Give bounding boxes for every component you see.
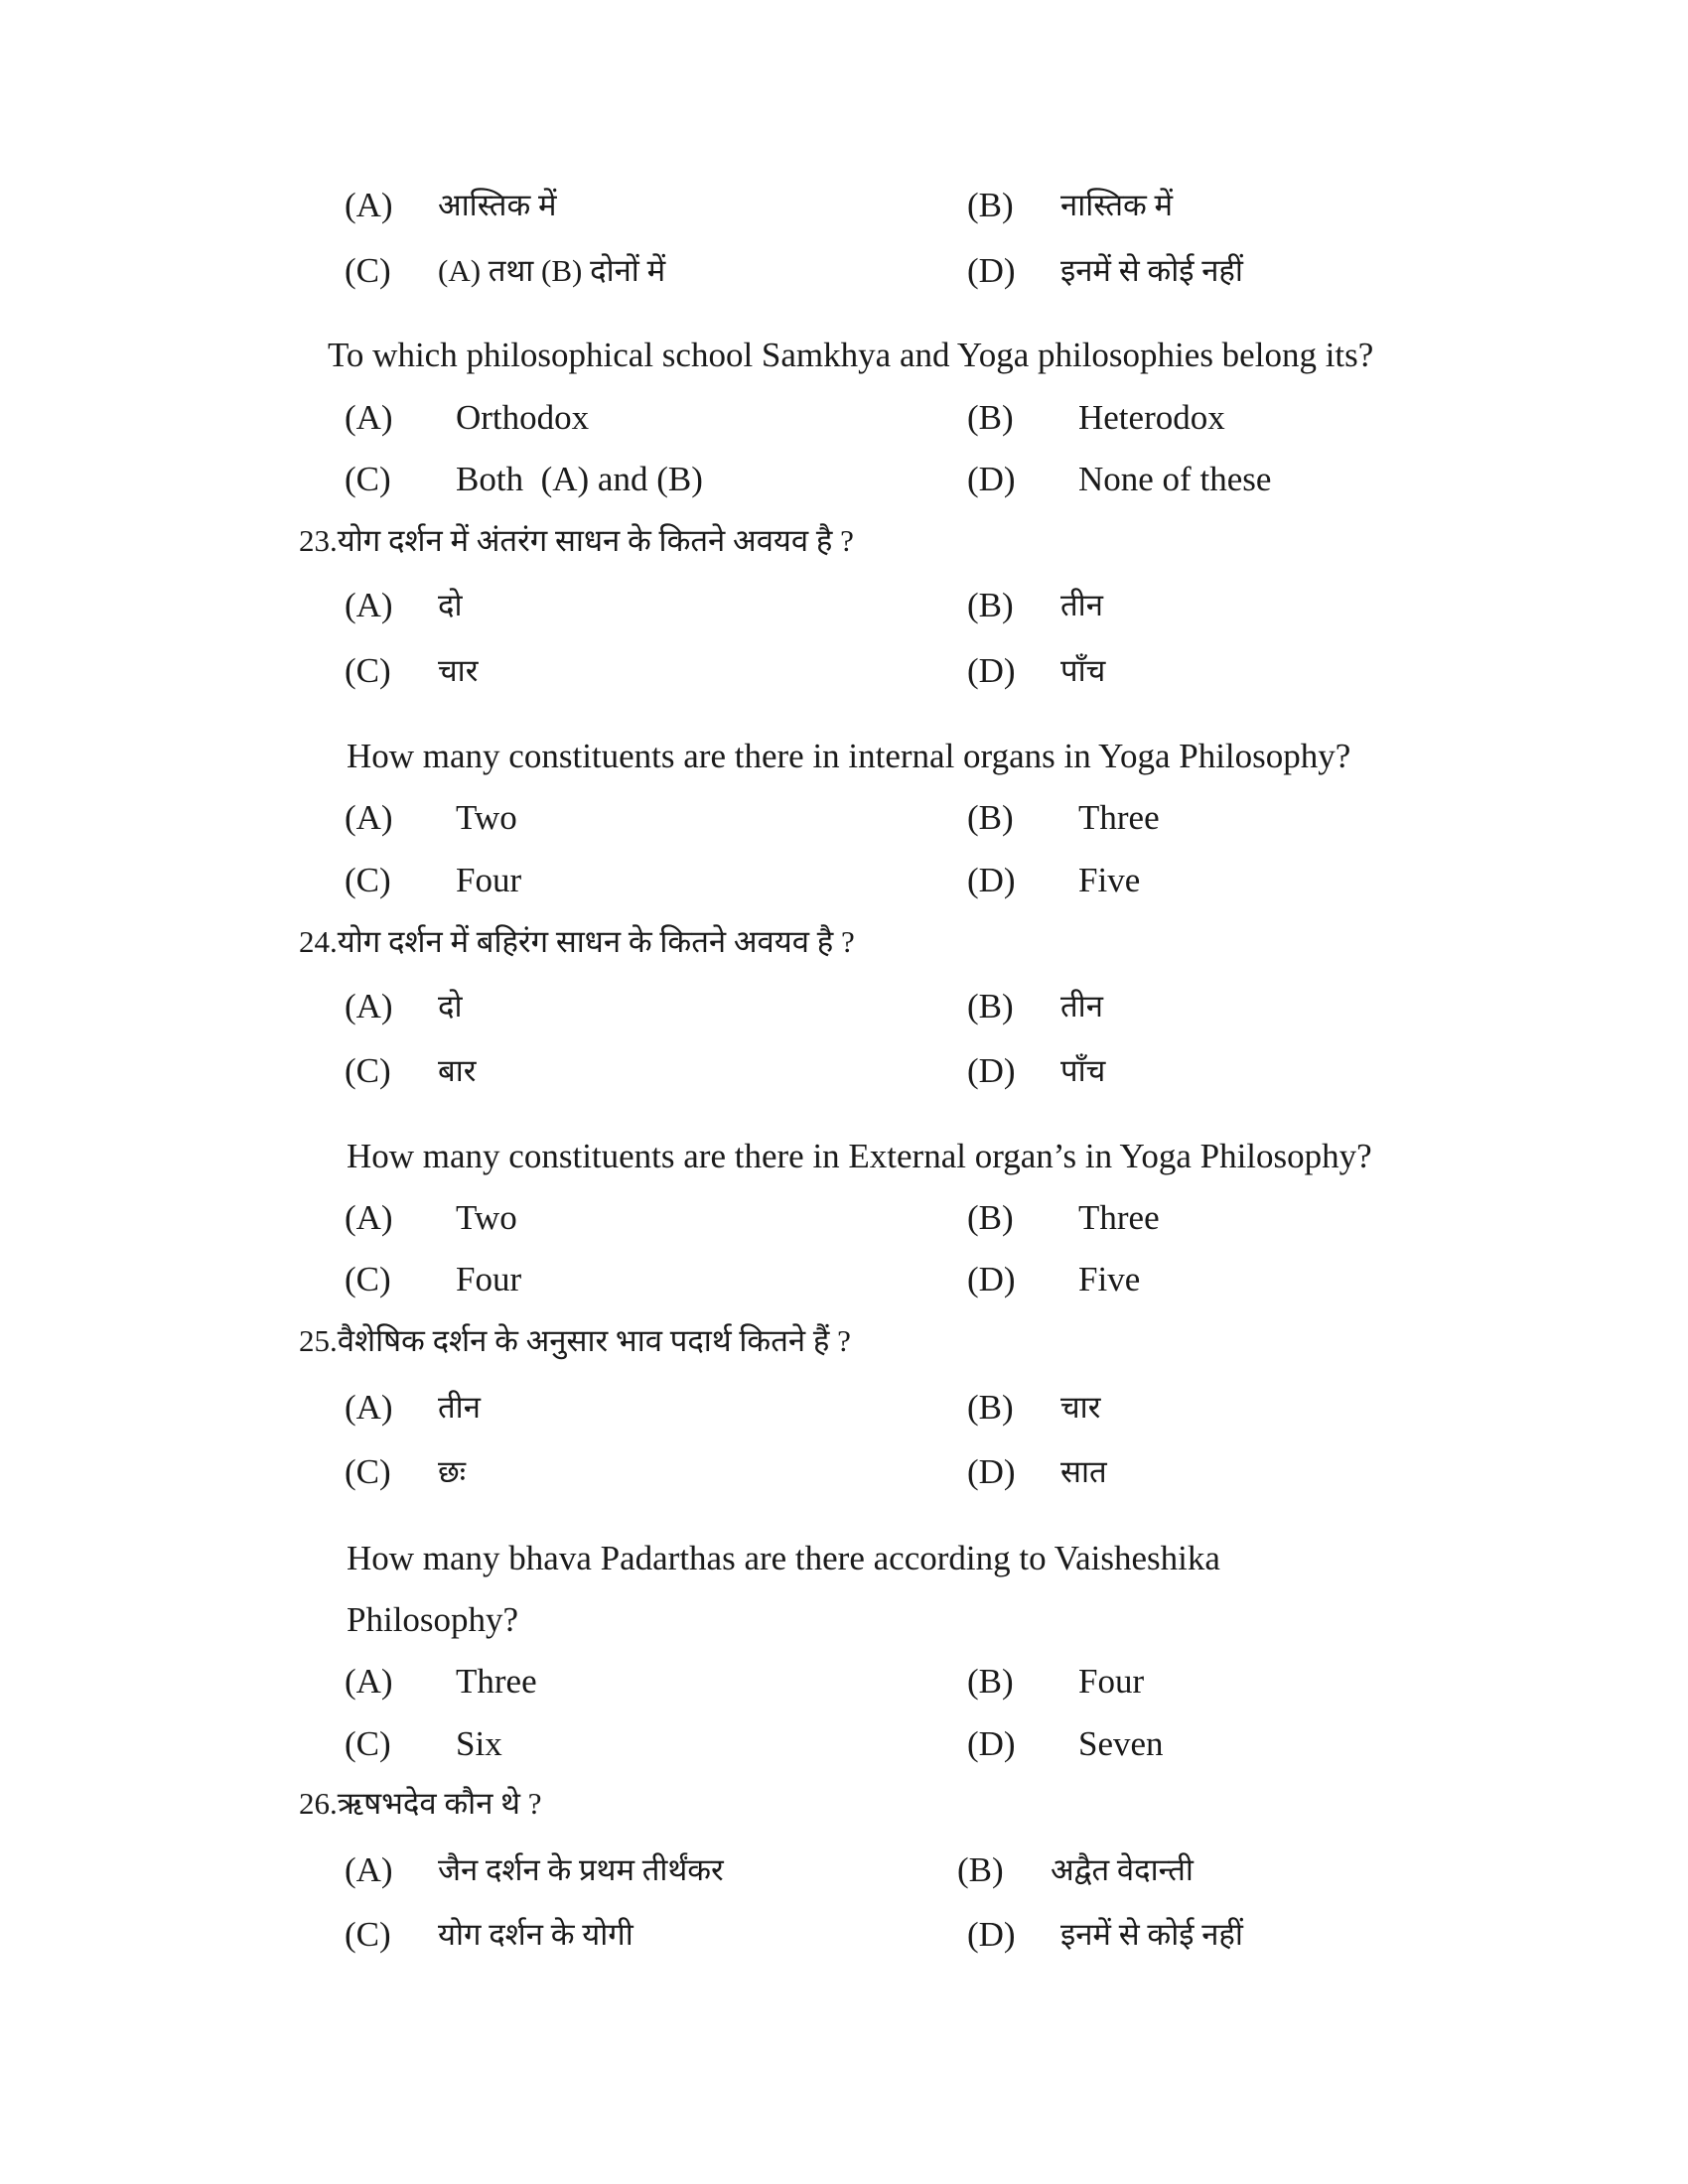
option-label: (D)	[967, 251, 1016, 290]
option-text: Three	[1078, 1198, 1160, 1237]
option-label: (C)	[345, 861, 391, 899]
question-text-line1: How many bhava Padarthas are there according to Vaisheshika	[347, 1539, 1220, 1577]
option-label: (A)	[345, 1198, 393, 1237]
option-text: जैन दर्शन के प्रथम तीर्थंकर	[438, 1852, 724, 1887]
option-text: तीन	[1060, 989, 1103, 1024]
option-label: (A)	[345, 1388, 393, 1427]
option-label: (C)	[345, 460, 391, 498]
question-text: How many constituents are there in External organ’s in Yoga Philosophy?	[347, 1137, 1372, 1175]
option-text: तीन	[438, 1390, 481, 1425]
option-label: (D)	[967, 1260, 1016, 1298]
option-label: (B)	[967, 798, 1014, 837]
option-text: Four	[1078, 1662, 1145, 1701]
option-label: (A)	[345, 586, 393, 624]
option-text: चार	[1060, 1390, 1101, 1425]
option-text: Orthodox	[456, 398, 590, 437]
option-label: (A)	[345, 1662, 393, 1701]
option-text: Both (A) and (B)	[456, 460, 703, 498]
question-text: To which philosophical school Samkhya and Yoga philosophies belong its?	[328, 336, 1374, 374]
option-label: (A)	[345, 398, 393, 437]
option-label: (D)	[967, 1051, 1016, 1090]
option-text: Five	[1078, 1260, 1141, 1298]
option-label: (B)	[967, 1662, 1014, 1701]
option-label: (A)	[345, 987, 393, 1025]
option-label: (C)	[345, 1724, 391, 1763]
option-text: अद्वैत वेदान्ती	[1051, 1852, 1194, 1887]
option-label: (D)	[967, 1915, 1016, 1954]
option-label: (D)	[967, 1724, 1016, 1763]
option-label: (D)	[967, 1452, 1016, 1491]
option-label: (C)	[345, 1260, 391, 1298]
option-label: (C)	[345, 1452, 391, 1491]
option-text: नास्तिक में	[1060, 188, 1174, 222]
option-text: (A) तथा (B) दोनों में	[438, 253, 666, 288]
option-text: Six	[456, 1724, 502, 1763]
option-text: आस्तिक में	[438, 188, 557, 222]
option-label: (D)	[967, 460, 1016, 498]
option-text: Heterodox	[1078, 398, 1225, 437]
option-label: (C)	[345, 1051, 391, 1090]
option-text: चार	[438, 653, 479, 688]
option-text: इनमें से कोई नहीं	[1060, 253, 1243, 288]
option-text: Two	[456, 798, 517, 837]
option-label: (A)	[345, 186, 393, 224]
option-text: None of these	[1078, 460, 1272, 498]
option-text: Three	[1078, 798, 1160, 837]
question-text: 23.योग दर्शन में अंतरंग साधन के कितने अवयव है ?	[299, 523, 854, 558]
option-text: Five	[1078, 861, 1141, 899]
option-label: (C)	[345, 1915, 391, 1954]
option-text: इनमें से कोई नहीं	[1060, 1917, 1243, 1952]
question-text: How many constituents are there in internal organs in Yoga Philosophy?	[347, 737, 1351, 775]
question-text: 24.योग दर्शन में बहिरंग साधन के कितने अवयव है ?	[299, 924, 855, 959]
option-text: Four	[456, 861, 522, 899]
option-text: Seven	[1078, 1724, 1164, 1763]
option-label: (B)	[967, 586, 1014, 624]
option-text: दो	[438, 989, 463, 1024]
option-text: पाँच	[1060, 1053, 1106, 1088]
question-text: 26.ऋषभदेव कौन थे ?	[299, 1786, 542, 1821]
option-label: (D)	[967, 861, 1016, 899]
option-label: (B)	[957, 1850, 1004, 1889]
option-text: बार	[438, 1053, 477, 1088]
option-label: (A)	[345, 798, 393, 837]
option-label: (B)	[967, 186, 1014, 224]
option-text: सात	[1060, 1454, 1107, 1489]
option-text: Four	[456, 1260, 522, 1298]
option-text: योग दर्शन के योगी	[438, 1917, 633, 1952]
option-label: (B)	[967, 398, 1014, 437]
option-text: छः	[438, 1454, 466, 1489]
option-label: (B)	[967, 987, 1014, 1025]
question-text-line2: Philosophy?	[347, 1600, 519, 1639]
option-text: तीन	[1060, 588, 1103, 622]
option-label: (B)	[967, 1198, 1014, 1237]
question-text: 25.वैशेषिक दर्शन के अनुसार भाव पदार्थ कितने हैं ?	[299, 1323, 851, 1358]
option-text: Two	[456, 1198, 517, 1237]
option-label: (B)	[967, 1388, 1014, 1427]
option-text: Three	[456, 1662, 537, 1701]
option-label: (D)	[967, 651, 1016, 690]
option-label: (A)	[345, 1850, 393, 1889]
option-text: दो	[438, 588, 463, 622]
option-text: पाँच	[1060, 653, 1106, 688]
option-label: (C)	[345, 251, 391, 290]
option-label: (C)	[345, 651, 391, 690]
